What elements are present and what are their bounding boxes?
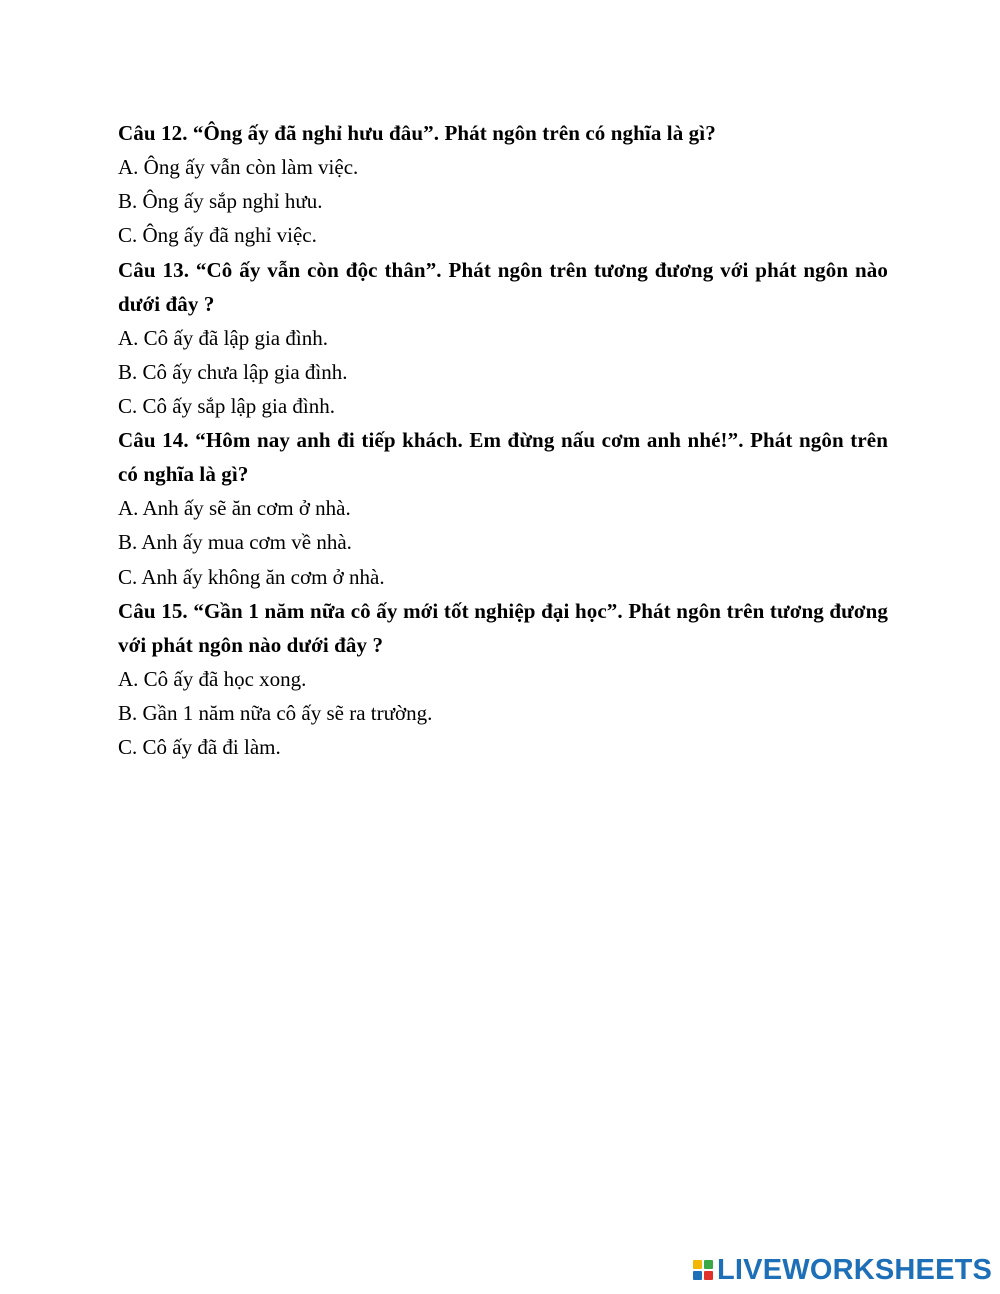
answer-option-c: C. Cô ấy đã đi làm. <box>118 735 281 760</box>
liveworksheets-watermark <box>693 1255 992 1285</box>
answer-option-b: B. Anh ấy mua cơm về nhà. <box>118 530 352 555</box>
answer-option-a: A. Cô ấy đã lập gia đình. <box>118 325 328 350</box>
question-12 <box>118 116 888 253</box>
question-13 <box>118 253 888 424</box>
question-prompt: Câu 14. “Hôm nay anh đi tiếp khách. Em đừng nấu cơm anh nhé!”. Phát ngôn trên có nghĩa là gì? <box>118 428 888 487</box>
answer-option-c: C. Cô ấy sắp lập gia đình. <box>118 394 335 419</box>
answer-option-c: C. Anh ấy không ăn cơm ở nhà. <box>118 564 385 589</box>
question-prompt: Câu 15. “Gần 1 năm nữa cô ấy mới tốt nghiệp đại học”. Phát ngôn trên tương đương với phát ngôn nào dưới đây ? <box>118 598 888 657</box>
liveworksheets-logo-icon <box>693 1260 713 1280</box>
answer-option-c: C. Ông ấy đã nghỉ việc. <box>118 223 317 248</box>
question-14 <box>118 423 888 594</box>
answer-option-b: B. Ông ấy sắp nghỉ hưu. <box>118 189 323 214</box>
question-prompt: Câu 12. “Ông ấy đã nghỉ hưu đâu”. Phát ngôn trên có nghĩa là gì? <box>118 121 716 145</box>
answer-option-a: A. Ông ấy vẫn còn làm việc. <box>118 155 359 179</box>
answer-option-a: A. Cô ấy đã học xong. <box>118 666 307 691</box>
answer-option-b: B. Cô ấy chưa lập gia đình. <box>118 359 348 384</box>
question-15 <box>118 594 888 765</box>
watermark-text: LIVEWORKSHEETS <box>717 1254 993 1286</box>
answer-option-a: A. Anh ấy sẽ ăn cơm ở nhà. <box>118 496 351 521</box>
worksheet-content <box>118 116 888 764</box>
answer-option-b: B. Gần 1 năm nữa cô ấy sẽ ra trường. <box>118 701 433 726</box>
question-prompt: Câu 13. “Cô ấy vẫn còn độc thân”. Phát ngôn trên tương đương với phát ngôn nào dưới đây ? <box>118 257 888 316</box>
